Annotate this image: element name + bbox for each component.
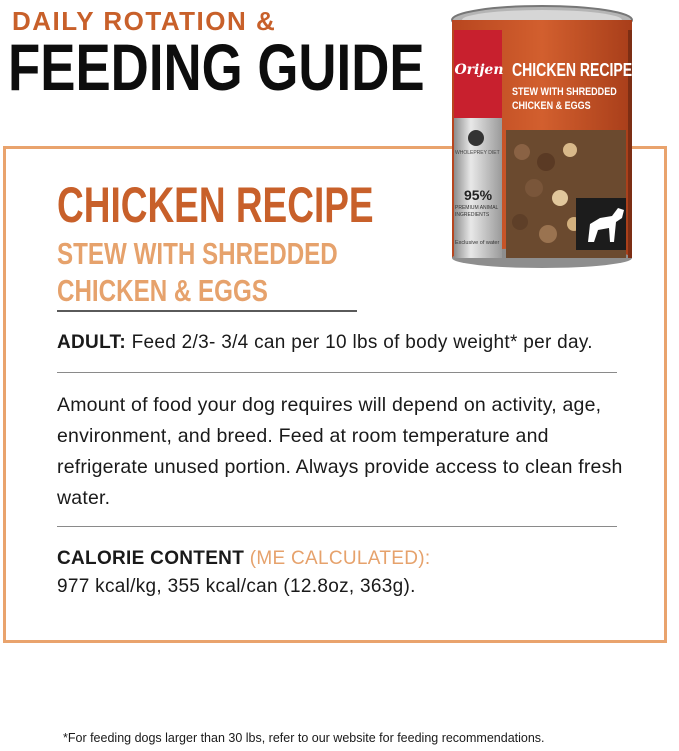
page-title: FEEDING GUIDE xyxy=(8,30,425,104)
adult-text: Feed 2/3- 3/4 can per 10 lbs of body weight* per day. xyxy=(131,332,593,353)
calorie-value: 977 kcal/kg, 355 kcal/can (12.8oz, 363g). xyxy=(57,576,416,597)
product-can-image xyxy=(442,2,660,270)
divider-short xyxy=(57,310,357,312)
footnote: *For feeding dogs larger than 30 lbs, refer to our website for feeding recommendations. xyxy=(63,731,545,745)
can-badge-pct: 95% xyxy=(464,187,493,203)
chicken-icon xyxy=(468,130,484,146)
recipe-name: CHICKEN RECIPE xyxy=(57,177,374,233)
calorie-heading xyxy=(57,548,430,570)
recipe-subtitle-line1: STEW WITH SHREDDED xyxy=(57,236,338,271)
header-eyebrow: DAILY ROTATION & xyxy=(12,6,277,36)
calorie-sublabel: (ME CALCULATED): xyxy=(249,548,431,569)
divider-1 xyxy=(57,372,617,373)
recipe-subtitle-line2: CHICKEN & EGGS xyxy=(57,273,268,308)
can-label-sub1: STEW WITH SHREDDED xyxy=(512,86,617,98)
divider-2 xyxy=(57,526,617,527)
calorie-label: CALORIE CONTENT xyxy=(57,548,245,569)
adult-feeding-line xyxy=(57,332,593,354)
can-water-note: Exclusive of water xyxy=(455,240,500,246)
can-badge-number: 95 xyxy=(464,187,480,203)
feeding-notes: Amount of food your dog requires will depend on activity, age, environment, and breed. Feed at room temperature and refrigerate unused portion. Always provide access to clean fresh water. xyxy=(57,394,623,509)
can-badge-text2: INGREDIENTS xyxy=(455,212,490,218)
can-brand: Orijen xyxy=(454,62,504,78)
can-badge-text1: PREMIUM ANIMAL xyxy=(455,205,499,211)
can-label-sub2: CHICKEN & EGGS xyxy=(512,100,591,112)
can-label-title: CHICKEN RECIPE xyxy=(512,60,633,80)
adult-label: ADULT: xyxy=(57,332,126,353)
can-wholeprey: WHOLEPREY DIET xyxy=(455,150,500,156)
